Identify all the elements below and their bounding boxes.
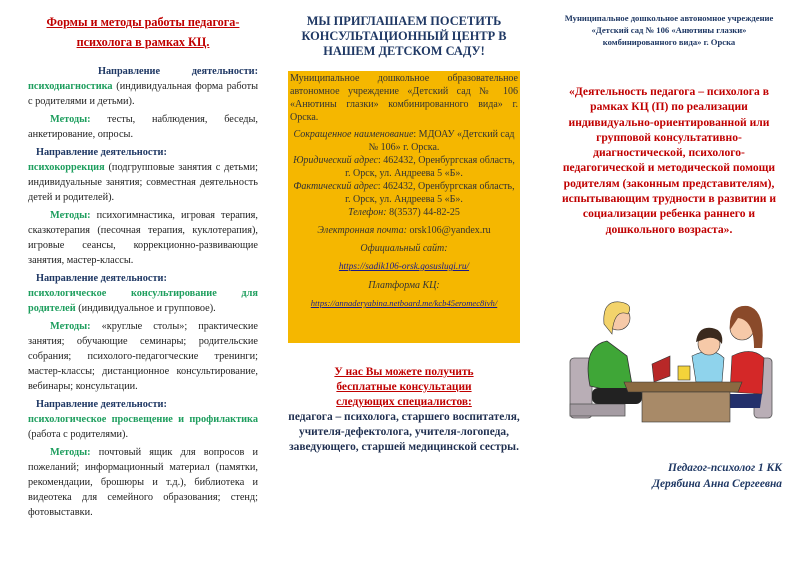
left-column	[28, 12, 258, 523]
org-full-name: Муниципальное дошкольное образовательное автономное учреждение «Детский сад № 106 «Анютины глазки» комбинированного вида» г. Орска.	[290, 73, 518, 123]
middle-column	[288, 14, 520, 455]
contact-info-box	[288, 71, 520, 343]
section-area-desc: (работа с родителями).	[28, 429, 129, 440]
email-value: orsk106@yandex.ru	[406, 225, 491, 236]
section-correction	[28, 145, 258, 268]
section-consulting	[28, 271, 258, 394]
section-area: психологическое просвещение и профилактика	[28, 414, 258, 425]
section-area: психодиагностика	[28, 81, 113, 92]
section-area-desc: (индивидуальное и групповое).	[75, 303, 216, 314]
phone	[290, 206, 518, 219]
consultation-illustration	[562, 296, 774, 426]
methods-label: Методы:	[50, 114, 91, 125]
phone-value: 8(3537) 44-82-25	[386, 207, 460, 218]
left-title: Формы и методы работы педагога-психолога в рамках КЦ.	[46, 15, 240, 49]
methods-label: Методы:	[50, 210, 91, 221]
email-label: Электронная почта:	[317, 225, 407, 236]
author-signature	[600, 460, 782, 492]
specialists-heading: У нас Вы можете получить бесплатные консультации следующих специалистов:	[334, 366, 474, 408]
methods-text: психогимнастика, игровая терапия, сказкотерапия (песочная терапия, куклотерапия), игровые сеансы, коррекционно-развивающие занятия, мастер-классы.	[28, 210, 258, 266]
section-diagnostics	[28, 64, 258, 142]
activity-quote: «Деятельность педагога – психолога в рамках КЦ (П) по реализации индивидуально-ориентированной или групповой консультативно-диагностической, психолого-педагогической и методической помощи родителям (законным представителям), испытывающим трудности в развитии и социализации ребенка раннего и дошкольного возраста».	[561, 85, 777, 236]
short-name-value: : МДОАУ «Детский сад № 106» г. Орска.	[368, 129, 515, 153]
platform-link[interactable]: https://annaderyabina.netboard.me/kcb45eromec8ivh/	[310, 298, 498, 308]
email	[290, 224, 518, 237]
phone-label: Телефон:	[348, 207, 387, 218]
specialists-block	[288, 365, 520, 455]
section-heading: Направление деятельности:	[36, 147, 167, 158]
invitation-title: МЫ ПРИГЛАШАЕМ ПОСЕТИТЬ КОНСУЛЬТАЦИОННЫЙ ЦЕНТР В НАШЕМ ДЕТСКОМ САДУ!	[301, 14, 507, 58]
author-name: Дерябина Анна Сергеевна	[652, 478, 782, 490]
actual-address	[290, 180, 518, 206]
methods-text: тесты, наблюдения, беседы, анкетирование, опросы.	[28, 114, 258, 140]
section-heading: Направление деятельности:	[36, 273, 167, 284]
methods-text: почтовый ящик для вопросов и пожеланий; информационный материал (памятки, рекомендации, брошюры и т.д.), библиотека и видеотека для семейного образования; стенд; фотовыставки.	[28, 447, 258, 518]
specialists-list: педагога – психолога, старшего воспитателя, учителя-дефектолога, учителя-логопеда, заведующего, старшей медицинской сестры.	[288, 411, 520, 453]
site-link[interactable]: https://sadik106-orsk.gosuslugi.ru/	[338, 262, 470, 272]
legal-address-value: : 462432, Оренбургская область, г. Орск, ул. Андреева 5 «Б».	[345, 155, 515, 179]
methods-label: Методы:	[50, 447, 91, 458]
author-title: Педагог-психолог 1 КК	[667, 462, 782, 474]
section-area: психокоррекция	[28, 162, 105, 173]
section-education	[28, 397, 258, 520]
section-heading: Направление деятельности:	[98, 66, 258, 77]
section-area-desc: (подгрупповые занятия с детьми; индивидуальные занятия; совместная деятельность детей и родителей).	[28, 162, 258, 203]
methods-label: Методы:	[50, 321, 91, 332]
methods-text: «круглые столы»; практические занятия; обучающие семинары; родительские собрания; психолого-педагогческие тренинги; мастер-классы; дистанционное консультирование, вебинары; консультации.	[28, 321, 258, 392]
legal-address	[290, 154, 518, 180]
organization-name: Муниципальное дошкольное автономное учреждение «Детский сад № 106 «Анютины глазки» комбинированного вида» г. Орска	[564, 13, 774, 47]
short-name-label: Сокращенное наименование	[293, 129, 414, 140]
site-label: Официальный сайт:	[360, 243, 448, 254]
short-name	[290, 128, 518, 154]
section-heading: Направление деятельности:	[36, 399, 167, 410]
section-area: психологическое консультирование для родителей	[28, 288, 258, 314]
right-column	[548, 12, 790, 237]
platform-label: Платформа КЦ:	[368, 280, 440, 291]
legal-address-label: Юридический адрес	[293, 155, 378, 166]
actual-address-value: : 462432, Оренбургская область, г. Орск, ул. Андреева 5 «Б».	[345, 181, 515, 205]
section-area-desc: (индивидуальная форма работы с родителями и детьми).	[28, 81, 258, 107]
actual-address-label: Фактический адрес	[293, 181, 378, 192]
